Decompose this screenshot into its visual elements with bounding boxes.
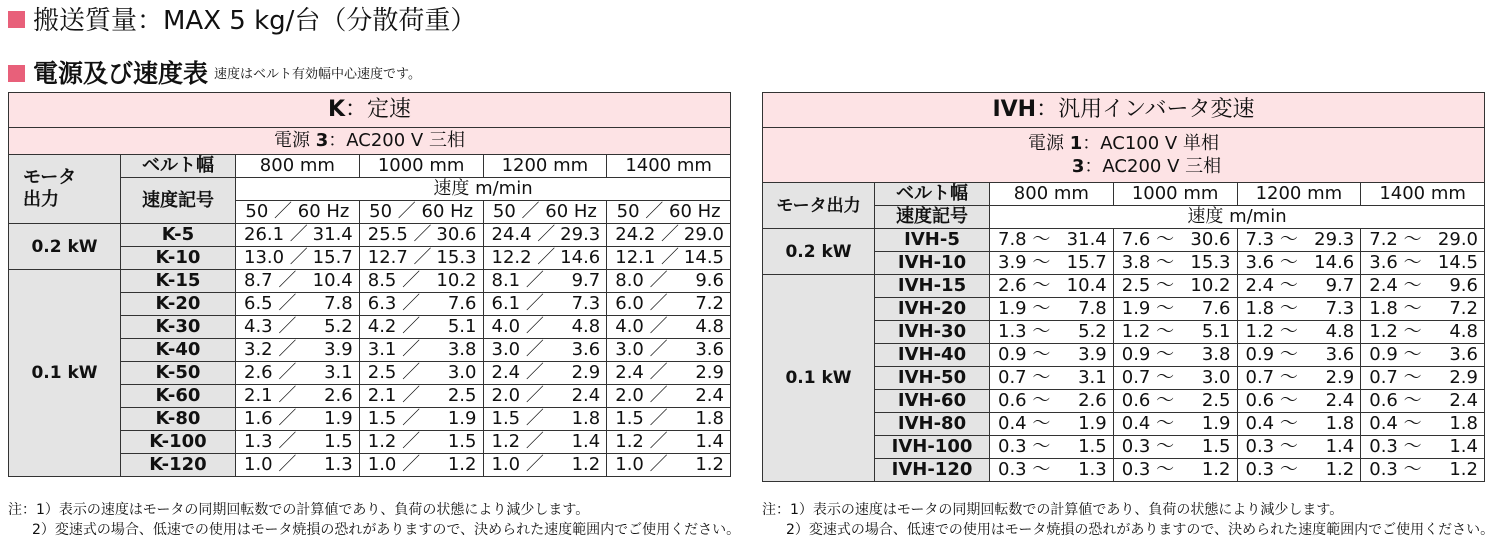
k-speed-value-cell: 2.4 ／ 2.9 bbox=[483, 362, 607, 385]
note-line: 2）変速式の場合、低速での使用はモータ焼損の恐れがありますので、決められた速度範囲内でご使用ください。 bbox=[32, 522, 741, 538]
k-speed-code-cell: K-120 bbox=[121, 454, 236, 477]
ivh-speed-code-cell: IVH-60 bbox=[875, 390, 990, 413]
ivh-speed-value-cell: 1.2 ～ 5.1 bbox=[1113, 321, 1237, 344]
k-speed-value-cell: 1.5 ／ 1.9 bbox=[359, 408, 483, 431]
ivh-speed-code-cell: IVH-20 bbox=[875, 298, 990, 321]
k-speed-table bbox=[8, 92, 731, 477]
ivh-speed-value-cell: 3.6 ～ 14.5 bbox=[1361, 252, 1485, 275]
ivh-speed-value-cell: 3.8 ～ 15.3 bbox=[1113, 252, 1237, 275]
ivh-speed-code-cell: IVH-120 bbox=[875, 459, 990, 482]
k-speed-value-cell: 4.2 ／ 5.1 bbox=[359, 316, 483, 339]
note-line: 2）変速式の場合、低速での使用はモータ焼損の恐れがありますので、決められた速度範囲内でご使用ください。 bbox=[786, 522, 1495, 538]
ivh-speed-value-cell: 0.3 ～ 1.4 bbox=[1237, 436, 1361, 459]
ivh-speed-value-cell: 1.9 ～ 7.8 bbox=[990, 298, 1114, 321]
ivh-speed-value-cell: 0.4 ～ 1.8 bbox=[1237, 413, 1361, 436]
k-speed-code-cell: K-50 bbox=[121, 362, 236, 385]
k-speed-value-cell: 2.0 ／ 2.4 bbox=[607, 385, 731, 408]
ivh-speed-table bbox=[762, 92, 1485, 482]
k-speed-value-cell: 26.1 ／ 31.4 bbox=[236, 224, 360, 247]
ivh-speed-code-label: 速度記号 bbox=[875, 206, 990, 229]
ivh-speed-code-cell: IVH-30 bbox=[875, 321, 990, 344]
k-speed-value-cell: 3.2 ／ 3.9 bbox=[236, 339, 360, 362]
ivh-speed-value-cell: 0.4 ～ 1.9 bbox=[990, 413, 1114, 436]
k-speed-value-cell: 1.5 ／ 1.8 bbox=[607, 408, 731, 431]
k-width-col: 1000 mm bbox=[359, 155, 483, 178]
k-speed-value-cell: 1.5 ／ 1.8 bbox=[483, 408, 607, 431]
ivh-speed-value-cell: 2.4 ～ 9.6 bbox=[1361, 275, 1485, 298]
k-motor-output-cell: 0.1 kW bbox=[9, 270, 121, 477]
ivh-belt-width-label: ベルト幅 bbox=[875, 183, 990, 206]
ivh-speed-value-cell: 1.8 ～ 7.2 bbox=[1361, 298, 1485, 321]
k-speed-code-label: 速度記号 bbox=[121, 178, 236, 224]
k-speed-value-cell: 8.5 ／ 10.2 bbox=[359, 270, 483, 293]
ivh-speed-value-cell: 0.9 ～ 3.8 bbox=[1113, 344, 1237, 367]
k-speed-value-cell: 1.0 ／ 1.2 bbox=[359, 454, 483, 477]
ivh-speed-value-cell: 0.3 ～ 1.5 bbox=[1113, 436, 1237, 459]
ivh-width-col: 800 mm bbox=[990, 183, 1114, 206]
ivh-motor-output-cell: 0.1 kW bbox=[763, 275, 875, 482]
k-notes bbox=[8, 500, 740, 540]
ivh-speed-value-cell: 0.4 ～ 1.8 bbox=[1361, 413, 1485, 436]
ivh-motor-output-header: モータ出力 bbox=[763, 183, 875, 229]
ivh-speed-value-cell: 0.6 ～ 2.4 bbox=[1361, 390, 1485, 413]
ivh-speed-value-cell: 1.2 ～ 4.8 bbox=[1237, 321, 1361, 344]
k-belt-width-label: ベルト幅 bbox=[121, 155, 236, 178]
note-line: 注：1）表示の速度はモータの同期回転数での計算値であり、負荷の状態により減少します。 bbox=[8, 502, 590, 518]
ivh-speed-value-cell: 1.9 ～ 7.6 bbox=[1113, 298, 1237, 321]
k-speed-code-cell: K-30 bbox=[121, 316, 236, 339]
ivh-table-title: IVH：汎用インバータ変速 bbox=[763, 93, 1485, 128]
k-speed-value-cell: 1.0 ／ 1.3 bbox=[236, 454, 360, 477]
ivh-speed-value-cell: 7.6 ～ 30.6 bbox=[1113, 229, 1237, 252]
k-speed-value-cell: 3.0 ／ 3.6 bbox=[483, 339, 607, 362]
k-table-row bbox=[9, 270, 731, 293]
k-speed-code-cell: K-80 bbox=[121, 408, 236, 431]
ivh-speed-value-cell: 1.2 ～ 4.8 bbox=[1361, 321, 1485, 344]
ivh-speed-value-cell: 0.3 ～ 1.3 bbox=[990, 459, 1114, 482]
k-speed-value-cell: 1.3 ／ 1.5 bbox=[236, 431, 360, 454]
k-speed-value-cell: 8.1 ／ 9.7 bbox=[483, 270, 607, 293]
heading-power-speed bbox=[8, 58, 421, 91]
ivh-speed-code-cell: IVH-5 bbox=[875, 229, 990, 252]
k-speed-code-cell: K-40 bbox=[121, 339, 236, 362]
ivh-speed-value-cell: 0.7 ～ 3.1 bbox=[990, 367, 1114, 390]
ivh-table-row bbox=[763, 229, 1485, 252]
ivh-speed-value-cell: 7.2 ～ 29.0 bbox=[1361, 229, 1485, 252]
ivh-speed-value-cell: 1.8 ～ 7.3 bbox=[1237, 298, 1361, 321]
ivh-speed-value-cell: 2.6 ～ 10.4 bbox=[990, 275, 1114, 298]
k-motor-output-header: モータ 出力 bbox=[9, 155, 121, 224]
heading-text: 電源及び速度表 bbox=[33, 59, 209, 88]
k-speed-value-cell: 6.3 ／ 7.6 bbox=[359, 293, 483, 316]
k-table-title: K：定速 bbox=[9, 93, 731, 128]
ivh-speed-code-cell: IVH-10 bbox=[875, 252, 990, 275]
ivh-speed-value-cell: 2.4 ～ 9.7 bbox=[1237, 275, 1361, 298]
k-speed-value-cell: 12.7 ／ 15.3 bbox=[359, 247, 483, 270]
k-speed-value-cell: 2.1 ／ 2.5 bbox=[359, 385, 483, 408]
k-speed-value-cell: 24.4 ／ 29.3 bbox=[483, 224, 607, 247]
ivh-speed-value-cell: 0.7 ～ 2.9 bbox=[1361, 367, 1485, 390]
k-width-col: 800 mm bbox=[236, 155, 360, 178]
ivh-speed-code-cell: IVH-100 bbox=[875, 436, 990, 459]
k-speed-code-cell: K-5 bbox=[121, 224, 236, 247]
k-speed-value-cell: 2.4 ／ 2.9 bbox=[607, 362, 731, 385]
ivh-speed-value-cell: 0.3 ～ 1.2 bbox=[1237, 459, 1361, 482]
bullet-square-icon bbox=[8, 11, 25, 28]
k-table-row bbox=[9, 224, 731, 247]
k-speed-value-cell: 24.2 ／ 29.0 bbox=[607, 224, 731, 247]
k-speed-value-cell: 12.2 ／ 14.6 bbox=[483, 247, 607, 270]
k-motor-output-cell: 0.2 kW bbox=[9, 224, 121, 270]
heading-text: 搬送質量：MAX 5 kg/台（分散荷重） bbox=[33, 6, 477, 36]
k-speed-value-cell: 4.0 ／ 4.8 bbox=[483, 316, 607, 339]
ivh-notes bbox=[762, 500, 1494, 540]
k-speed-value-cell: 6.1 ／ 7.3 bbox=[483, 293, 607, 316]
ivh-speed-value-cell: 3.6 ～ 14.6 bbox=[1237, 252, 1361, 275]
k-speed-code-cell: K-20 bbox=[121, 293, 236, 316]
ivh-speed-value-cell: 0.7 ～ 2.9 bbox=[1237, 367, 1361, 390]
note-line: 注：1）表示の速度はモータの同期回転数での計算値であり、負荷の状態により減少します。 bbox=[762, 502, 1344, 518]
k-hz-col: 50 ／ 60 Hz bbox=[236, 201, 360, 224]
ivh-speed-value-cell: 0.4 ～ 1.9 bbox=[1113, 413, 1237, 436]
k-speed-value-cell: 8.7 ／ 10.4 bbox=[236, 270, 360, 293]
ivh-speed-value-cell: 0.7 ～ 3.0 bbox=[1113, 367, 1237, 390]
ivh-speed-value-cell: 1.3 ～ 5.2 bbox=[990, 321, 1114, 344]
k-speed-value-cell: 2.1 ／ 2.6 bbox=[236, 385, 360, 408]
ivh-speed-value-cell: 0.6 ～ 2.6 bbox=[990, 390, 1114, 413]
ivh-speed-code-cell: IVH-15 bbox=[875, 275, 990, 298]
k-speed-value-cell: 1.6 ／ 1.9 bbox=[236, 408, 360, 431]
k-speed-value-cell: 6.0 ／ 7.2 bbox=[607, 293, 731, 316]
ivh-speed-value-cell: 7.3 ～ 29.3 bbox=[1237, 229, 1361, 252]
ivh-speed-value-cell: 2.5 ～ 10.2 bbox=[1113, 275, 1237, 298]
k-hz-col: 50 ／ 60 Hz bbox=[483, 201, 607, 224]
ivh-speed-code-cell: IVH-50 bbox=[875, 367, 990, 390]
k-width-col: 1200 mm bbox=[483, 155, 607, 178]
k-speed-unit-label: 速度 m/min bbox=[236, 178, 731, 201]
k-speed-value-cell: 1.2 ／ 1.4 bbox=[607, 431, 731, 454]
k-speed-code-cell: K-60 bbox=[121, 385, 236, 408]
ivh-speed-code-cell: IVH-40 bbox=[875, 344, 990, 367]
k-speed-value-cell: 8.0 ／ 9.6 bbox=[607, 270, 731, 293]
k-speed-code-cell: K-15 bbox=[121, 270, 236, 293]
ivh-speed-value-cell: 0.6 ～ 2.4 bbox=[1237, 390, 1361, 413]
k-speed-value-cell: 25.5 ／ 30.6 bbox=[359, 224, 483, 247]
ivh-width-col: 1400 mm bbox=[1361, 183, 1485, 206]
k-speed-value-cell: 1.2 ／ 1.5 bbox=[359, 431, 483, 454]
ivh-width-col: 1000 mm bbox=[1113, 183, 1237, 206]
ivh-table-row bbox=[763, 275, 1485, 298]
ivh-speed-value-cell: 0.3 ～ 1.5 bbox=[990, 436, 1114, 459]
k-power-spec: 電源 3：AC200 V 三相 bbox=[9, 128, 731, 155]
heading-note: 速度はベルト有効幅中心速度です。 bbox=[214, 67, 421, 82]
k-speed-value-cell: 4.0 ／ 4.8 bbox=[607, 316, 731, 339]
heading-transport-mass bbox=[8, 4, 476, 38]
k-speed-code-cell: K-100 bbox=[121, 431, 236, 454]
ivh-speed-value-cell: 3.9 ～ 15.7 bbox=[990, 252, 1114, 275]
ivh-speed-value-cell: 0.3 ～ 1.4 bbox=[1361, 436, 1485, 459]
ivh-speed-value-cell: 7.8 ～ 31.4 bbox=[990, 229, 1114, 252]
k-speed-value-cell: 12.1 ／ 14.5 bbox=[607, 247, 731, 270]
ivh-speed-code-cell: IVH-80 bbox=[875, 413, 990, 436]
ivh-speed-value-cell: 0.3 ～ 1.2 bbox=[1113, 459, 1237, 482]
bullet-square-icon bbox=[8, 65, 25, 82]
ivh-power-spec: 電源 1：AC100 V 単相 3：AC200 V 三相 bbox=[763, 128, 1485, 183]
k-speed-value-cell: 4.3 ／ 5.2 bbox=[236, 316, 360, 339]
k-speed-value-cell: 2.5 ／ 3.0 bbox=[359, 362, 483, 385]
ivh-speed-value-cell: 0.9 ～ 3.6 bbox=[1361, 344, 1485, 367]
k-speed-value-cell: 3.1 ／ 3.8 bbox=[359, 339, 483, 362]
ivh-speed-value-cell: 0.9 ～ 3.6 bbox=[1237, 344, 1361, 367]
k-speed-code-cell: K-10 bbox=[121, 247, 236, 270]
ivh-speed-unit-label: 速度 m/min bbox=[990, 206, 1485, 229]
k-speed-value-cell: 6.5 ／ 7.8 bbox=[236, 293, 360, 316]
k-hz-col: 50 ／ 60 Hz bbox=[359, 201, 483, 224]
k-speed-value-cell: 1.0 ／ 1.2 bbox=[607, 454, 731, 477]
ivh-speed-value-cell: 0.9 ～ 3.9 bbox=[990, 344, 1114, 367]
k-speed-value-cell: 2.6 ／ 3.1 bbox=[236, 362, 360, 385]
k-speed-value-cell: 13.0 ／ 15.7 bbox=[236, 247, 360, 270]
ivh-motor-output-cell: 0.2 kW bbox=[763, 229, 875, 275]
k-speed-value-cell: 2.0 ／ 2.4 bbox=[483, 385, 607, 408]
k-speed-value-cell: 3.0 ／ 3.6 bbox=[607, 339, 731, 362]
ivh-speed-value-cell: 0.3 ～ 1.2 bbox=[1361, 459, 1485, 482]
k-speed-value-cell: 1.0 ／ 1.2 bbox=[483, 454, 607, 477]
k-width-col: 1400 mm bbox=[607, 155, 731, 178]
k-hz-col: 50 ／ 60 Hz bbox=[607, 201, 731, 224]
ivh-speed-value-cell: 0.6 ～ 2.5 bbox=[1113, 390, 1237, 413]
k-speed-value-cell: 1.2 ／ 1.4 bbox=[483, 431, 607, 454]
ivh-width-col: 1200 mm bbox=[1237, 183, 1361, 206]
